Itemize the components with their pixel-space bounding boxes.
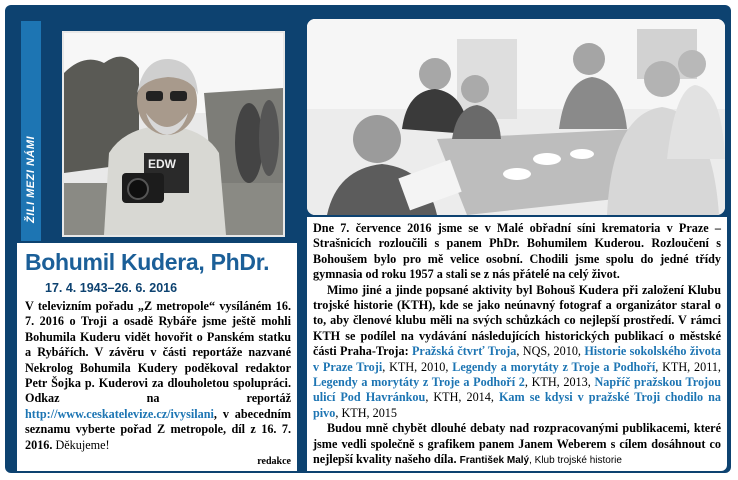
publication-title: Napříč pražskou Trojou ulicí Pod Havránkou: [313, 375, 721, 405]
memorial-text: [313, 221, 721, 469]
tv-report-text: V televizním pořadu „Z metropole“ vysíláném 16. 7. 2016 o Troji a osadě Rybáře jsme ještě mohli Bohumila Kuderu vidět hovořit o Panském statku a Rybářích. V závěru v části reportáže nazvané Nekrolog Bohumila Kudery poděkoval redaktor Petr Šojka p. Kuderovi za dlouholetou spolupráci. Odkaz na reportáž: [25, 299, 291, 406]
kth-intro: Mimo jiné a jinde popsané aktivity byl Bohouš Kudera při založení Klubu trojské historie (KTH), kde se jako neúnavný fotograf a organizátor staral o to, aby členové klubu měli na svých schůzkách co nejlepší prostředí. V rámci KTH se podílel na vydávání následujících historických publikací o městské části Praha-Troja:: [313, 282, 721, 359]
publication-title: Legendy a morytáty z Troje a Podhoří: [452, 359, 656, 374]
closing-text: Budou mně chybět dlouhé debaty nad rozpracovanými publikacemi, které jsme vedli společně s grafikem panem Janem Weberem s cílem dosáhnout co nejlepší kvality našeho díla.: [313, 421, 721, 467]
publication-info: , KTH, 2015: [335, 405, 397, 420]
publication-title: Pražská čtvrť Troja: [411, 344, 517, 359]
author-name: František Malý: [459, 455, 530, 467]
tv-report-text-end: , v abecedním seznamu vyberte pořad Z metropole, díl z 16. 7. 2016.: [25, 406, 291, 452]
publication-info: , KTH, 2011,: [655, 359, 721, 374]
ct-ivysilani-link[interactable]: http://www.ceskatelevize.cz/ivysilani: [25, 406, 214, 421]
editor-signature: redakce: [257, 456, 291, 468]
portrait-photo: [62, 31, 285, 237]
obituary-left-column: [17, 243, 297, 471]
obituary-right-column: [307, 217, 727, 471]
article-card: [5, 5, 731, 473]
closing-paragraph: [313, 421, 721, 468]
publication-title: Legendy a morytáty z Troje a Podhoří 2: [313, 375, 525, 390]
group-photo: [307, 19, 725, 215]
person-name: Bohumil Kudera, PhDr.: [25, 249, 270, 275]
thanks-text: Děkujeme!: [55, 437, 110, 452]
publication-title: Kam se kdysi v pražské Troji chodilo na pivo: [313, 390, 721, 420]
section-label-bar: [21, 21, 41, 241]
shirt-text: EDW: [148, 157, 176, 171]
section-label: ŽILI MEZI NÁMI: [25, 135, 37, 223]
publication-info: , NQS, 2010,: [516, 344, 585, 359]
life-dates: 17. 4. 1943–26. 6. 2016: [45, 281, 178, 295]
publication-title: Historie sokolského života v Praze Troji: [313, 344, 722, 374]
author-org: , Klub trojské historie: [529, 455, 622, 467]
kth-paragraph: [313, 283, 721, 422]
publication-info: , KTH, 2010,: [382, 359, 453, 374]
tv-report-paragraph: [25, 299, 291, 469]
publication-info: , KTH, 2014,: [425, 390, 499, 405]
publication-info: , KTH, 2013,: [524, 375, 595, 390]
farewell-paragraph: Dne 7. července 2016 jsme se v Malé obřadní síni krematoria v Praze – Strašnicích rozloučili s panem PhDr. Bohumilem Kuderou. Rozloučení s Bohoušem bylo pro mě velice osobní. Chodili jsme spolu do jedné třídy gymnasia od roku 1957 a stali se z nás přátelé na celý život.: [313, 221, 721, 282]
